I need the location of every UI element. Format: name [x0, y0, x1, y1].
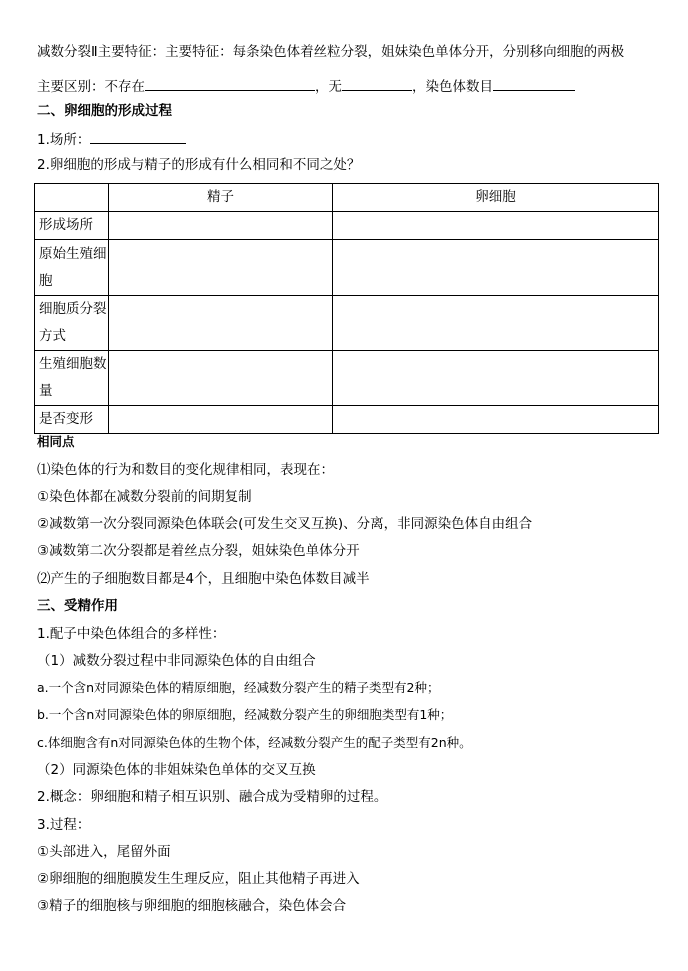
cell-sperm[interactable]: [109, 212, 333, 240]
cell-sperm[interactable]: [109, 406, 333, 434]
row-label-formation-place: 形成场所: [35, 212, 109, 240]
cell-egg[interactable]: [333, 296, 659, 351]
cell-sperm[interactable]: [109, 296, 333, 351]
cell-sperm[interactable]: [109, 240, 333, 296]
concept-line: 2.概念：卵细胞和精子相互识别、融合成为受精卵的过程。: [37, 789, 388, 805]
process-heading: 3.过程：: [37, 817, 91, 833]
table-row: [35, 351, 659, 406]
blank-field-1[interactable]: [145, 76, 315, 91]
same-point-1-item-3: ③减数第二次分裂都是着丝点分裂，姐妹染色单体分开: [37, 543, 360, 559]
table-row: [35, 212, 659, 240]
gamete-diversity-heading: 1.配子中染色体组合的多样性：: [37, 626, 226, 642]
table-row: [35, 406, 659, 434]
cell-egg[interactable]: [333, 212, 659, 240]
row-label-cell-count: 生殖细胞数量: [35, 351, 109, 406]
table-header-row: [35, 184, 659, 212]
question-2: 2.卵细胞的形成与精子的形成有什么相同和不同之处？: [37, 157, 361, 173]
main-difference-mid2: ，染色体数目: [412, 79, 493, 95]
blank-field-4[interactable]: [90, 129, 186, 144]
same-point-1: ⑴染色体的行为和数目的变化规律相同，表现在：: [37, 462, 334, 478]
process-step-3: ③精子的细胞核与卵细胞的细胞核融合，染色体会合: [37, 898, 347, 914]
cell-sperm[interactable]: [109, 351, 333, 406]
row-label-primordial-cell: 原始生殖细胞: [35, 240, 109, 296]
table-header-sperm: 精子: [109, 184, 333, 212]
row-label-cytoplasm-division: 细胞质分裂方式: [35, 296, 109, 351]
cell-egg[interactable]: [333, 351, 659, 406]
main-difference-line: [37, 76, 575, 96]
main-difference-mid1: ，无: [315, 79, 342, 95]
section-2-title: 二、卵细胞的形成过程: [37, 103, 172, 119]
blank-field-2[interactable]: [342, 76, 412, 91]
main-difference-prefix: 主要区别：不存在: [37, 79, 145, 95]
meiosis2-feature-line: 减数分裂Ⅱ主要特征：主要特征：每条染色体着丝粒分裂，姐妹染色单体分开，分别移向细胞的两极: [37, 44, 625, 60]
process-step-2: ②卵细胞的细胞膜发生生理反应，阻止其他精子再进入: [37, 871, 360, 887]
gamete-diversity-item-2: （2）同源染色体的非姐妹染色单体的交叉互换: [37, 762, 316, 778]
item-a: a.一个含n对同源染色体的精原细胞，经减数分裂产生的精子类型有2种；: [37, 680, 440, 695]
same-point-1-item-1: ①染色体都在减数分裂前的间期复制: [37, 489, 252, 505]
place-label: 1.场所：: [37, 132, 91, 148]
table-header-empty: [35, 184, 109, 212]
gamete-diversity-item-1: （1）减数分裂过程中非同源染色体的自由组合: [37, 653, 316, 669]
cell-egg[interactable]: [333, 406, 659, 434]
same-point-1-item-2: ②减数第一次分裂同源染色体联会(可发生交叉互换)、分离，非同源染色体自由组合: [37, 516, 533, 532]
section-3-title: 三、受精作用: [37, 598, 118, 614]
place-line: [37, 129, 186, 149]
process-step-1: ①头部进入，尾留外面: [37, 844, 171, 860]
comparison-table: [34, 183, 659, 434]
table-header-egg: 卵细胞: [333, 184, 659, 212]
item-b: b.一个含n对同源染色体的卵原细胞，经减数分裂产生的卵细胞类型有1种；: [37, 707, 453, 722]
same-point-2: ⑵产生的子细胞数目都是4个，且细胞中染色体数目减半: [37, 571, 370, 587]
cell-egg[interactable]: [333, 240, 659, 296]
blank-field-3[interactable]: [493, 76, 575, 91]
table-row: [35, 240, 659, 296]
table-row: [35, 296, 659, 351]
row-label-deformation: 是否变形: [35, 406, 109, 434]
same-points-title: 相同点: [37, 434, 75, 449]
item-c: c.体细胞含有n对同源染色体的生物个体，经减数分裂产生的配子类型有2n种。: [37, 735, 472, 750]
